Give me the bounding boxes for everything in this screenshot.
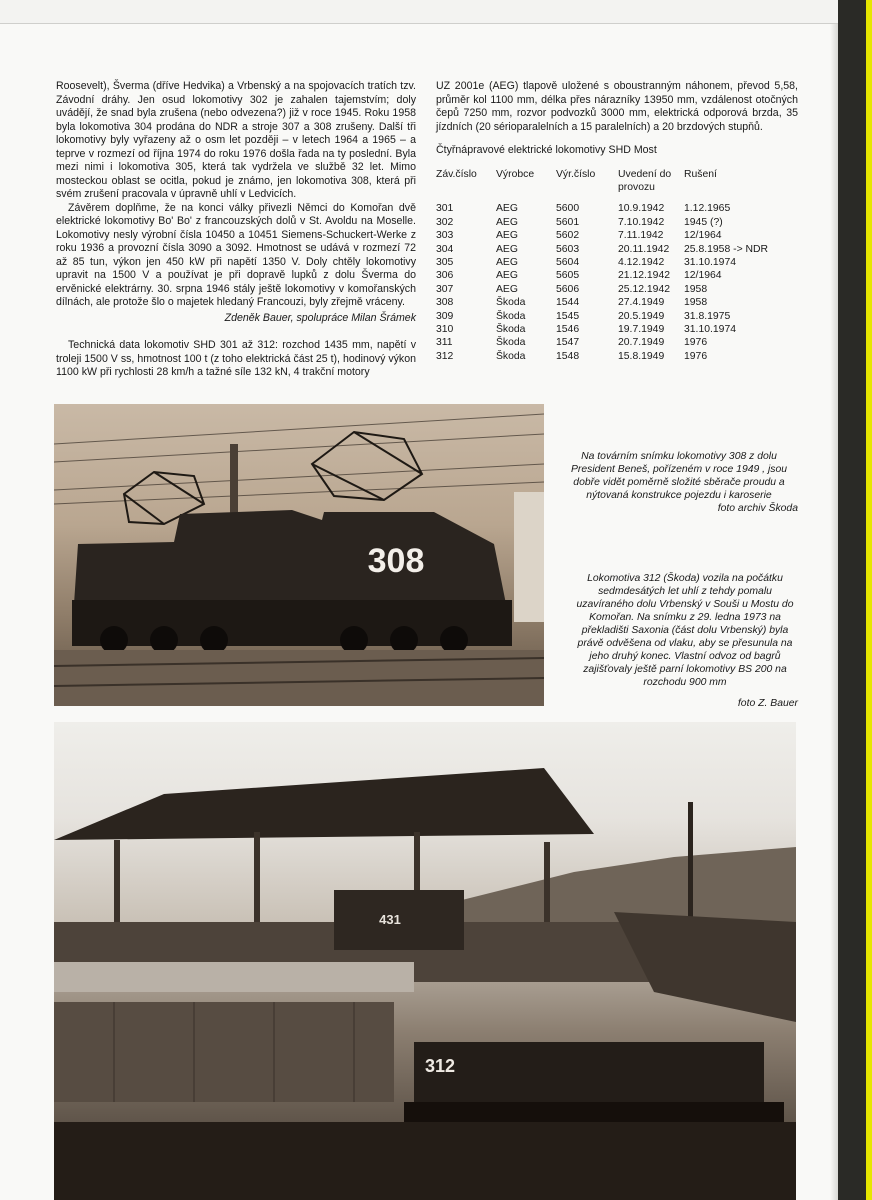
photo-locomotive-308-drawing [54,404,544,706]
table-cell: Škoda [496,310,526,322]
caption-text: Lokomotiva 312 (Škoda) vozila na počátku sedmdesátých let uhlí z tehdy pomalu uzavíraného dolu Vrbenský v Souši u Mostu do Komořan. Na snímku z 29. ledna 1973 na překladišti Saxonia (část dolu Vrbenský) byla právě odvěšena od vlaku, aby se přesunula na jeho druhý konec. Vlastní odvoz od bagrů zajišťovaly ještě parní lokomotivy BS 200 na rozchodu 900 mm [576,573,794,688]
table-cell: 1958 [684,297,708,309]
table-cell: 312 [436,350,454,362]
column-header: Uvedení do provozu [618,168,672,193]
table-cell: 31.8.1975 [684,310,731,322]
left-text-column [56,80,416,380]
table-cell: 4.12.1942 [618,256,665,268]
table-cell: 1548 [556,350,580,362]
table-row [436,336,794,349]
table-cell: 1544 [556,297,580,309]
table-row [436,229,794,242]
table-cell: 5602 [556,230,580,242]
table-cell: 1547 [556,337,580,349]
table-cell: 25.8.1958 -> NDR [684,243,769,255]
background-yellow-strip [866,0,872,1200]
table-cell: 5601 [556,216,580,228]
table-cell: 25.12.1942 [618,283,671,295]
body-paragraph: Závěrem doplňme, že na konci války přivezli Němci do Komořan dvě elektrické lokomotivy Bo' Bo' z francouzských dolů v St. Avoldu na Moselle. Lokomotivy nesly výrobní čísla 10450 a 10451 Siemens-Schuckert-Werke z roku 1936 a provozní čísla 3090 a 3092. Hmotnost se udává v rozmezí 72 až 85 tun, výkon jen 450 kW při napětí 1350 V. Doly chtěly lokomotivy upravit na 1500 V a používat je při dopravě lupků z dolu Šverma do ervěnické elektrárny. 30. srpna 1946 stály ještě lokomotivy v komořanských dílnách, ale protože šlo o majetek hledaný Francouzi, byly zřejmě vráceny. [56,201,416,308]
table-cell: 311 [436,337,453,349]
page-edge-shadow [830,24,838,1200]
locomotive-number: 431 [379,912,401,927]
photo-credit: foto archiv Škoda [717,503,798,514]
table-cell: 5605 [556,270,580,282]
table-cell: 5604 [556,256,580,268]
table-cell: 1945 (?) [684,216,723,228]
table-cell: 301 [436,203,454,215]
table-cell: 310 [436,323,454,335]
table-cell: 12/1964 [684,270,722,282]
locomotive-number: 308 [367,542,425,580]
table-cell: AEG [496,283,518,295]
table-cell: AEG [496,256,518,268]
table-cell: 1976 [684,337,708,349]
table-row [436,202,794,215]
photo-locomotive-312-drawing [54,722,796,1200]
caption-photo-312 [572,572,798,710]
photo-locomotive-308 [54,404,544,706]
column-header: Rušení [684,168,717,180]
table-cell: Škoda [496,350,526,362]
table-header-row [436,168,794,203]
table-cell: 1.12.1965 [684,203,731,215]
technical-data-continuation: UZ 2001e (AEG) tlapově uložené s oboustranným náhonem, převod 5,58, průměr kol 1100 mm, délka přes nárazníky 13950 mm, vzdálenost otočných čepů 7250 mm, rozvor podvozků 3000 mm, elektrická odporová brzda, 35 jízdních (20 sérioparalelních a 15 paralelních) a 20 brzdových stupňů. [436,80,798,133]
table-cell: Škoda [496,297,526,309]
photo-locomotive-312-loading-station [54,722,796,1200]
table-cell: 302 [436,216,454,228]
table-cell: 19.7.1949 [618,323,665,335]
table-cell: AEG [496,243,518,255]
table-row [436,283,794,296]
table-cell: 5603 [556,243,580,255]
table-cell: 5600 [556,203,580,215]
locomotive-number: 312 [424,1056,456,1076]
photo-credit: foto Z. Bauer [737,698,798,709]
table-cell: 20.7.1949 [618,337,665,349]
table-cell: 20.11.1942 [618,243,670,255]
table-cell: 27.4.1949 [618,297,665,309]
table-title: Čtyřnápravové elektrické lokomotivy SHD Most [436,144,657,156]
table-row [436,216,794,229]
table-cell: 21.12.1942 [618,270,671,282]
table-cell: 307 [436,283,454,295]
table-cell: 10.9.1942 [618,203,665,215]
table-cell: 31.10.1974 [684,256,737,268]
table-cell: 7.11.1942 [618,230,664,242]
table-cell: 31.10.1974 [684,323,737,335]
table-cell: AEG [496,216,518,228]
technical-data-paragraph: Technická data lokomotiv SHD 301 až 312: rozchod 1435 mm, napětí v troleji 1500 V ss, hmotnost 100 t (z toho elektrická část 25 t), hodinový výkon 1100 kW při rychlosti 28 km/h a tažné síle 132 kN, 4 trakční motory [56,339,416,378]
table-cell: 304 [436,243,454,255]
table-cell: 12/1964 [684,230,722,242]
table-cell: Škoda [496,323,526,335]
author-signature: Zdeněk Bauer, spolupráce Milan Šrámek [224,311,416,324]
locomotive-table [436,168,794,364]
column-header: Výr.číslo [556,168,596,180]
column-header: Výrobce [496,168,535,180]
body-paragraph: Roosevelt), Šverma (dříve Hedvika) a Vrbenský a na spojovacích tratích tzv. Závodní dráhy. Jen osud lokomotivy 302 je zahalen tajemstvím; doly uvádějí, že snad byla zrušena (nebo odvezena?) již v roce 1945. Roku 1958 byla lokomotiva 304 prodána do NDR a stroje 307 a 308 zrušeny. Další tři lokomotivy byly vyřazeny až o osm let později – v letech 1964 a 1965 – a teprve v rozmezí od října 1974 do roku 1976 došla řada na ty poslední. Byla mezi nimi i lokomotiva 305, která tak vydržela ve službě 32 let. Mimo mosteckou oblast se ocitla, pokud je známo, jen lokomotiva 308, která při svém zrušení pracovala v úpravně uhlí v Ledvicích. [56,80,416,200]
right-text-column [436,80,798,363]
table-cell: 7.10.1942 [618,216,665,228]
table-cell: 309 [436,310,454,322]
table-row [436,243,794,256]
caption-photo-308 [560,450,798,515]
table-row [436,323,794,336]
table-cell: 1546 [556,323,580,335]
table-row [436,256,794,269]
table-cell: 303 [436,230,454,242]
table-row [436,296,794,309]
table-cell: AEG [496,230,518,242]
caption-text: Na továrním snímku lokomotivy 308 z dolu President Beneš, pořízeném v roce 1949 , jsou dobře vidět poměrně složité sběrače proudu a nýtovaná konstrukce pojezdu i karoserie [570,451,788,501]
table-cell: 1976 [684,350,708,362]
table-cell: AEG [496,203,518,215]
table-cell: AEG [496,270,518,282]
table-cell: 1958 [684,283,708,295]
table-cell: 5606 [556,283,580,295]
table-cell: 305 [436,256,454,268]
table-cell: 15.8.1949 [618,350,665,362]
table-row [436,310,794,323]
table-cell: 308 [436,297,454,309]
table-cell: Škoda [496,337,526,349]
table-cell: 306 [436,270,454,282]
column-header: Záv.číslo [436,168,477,180]
table-row [436,350,794,363]
table-cell: 20.5.1949 [618,310,665,322]
table-row [436,269,794,282]
page-top-edge [0,0,838,24]
table-cell: 1545 [556,310,580,322]
